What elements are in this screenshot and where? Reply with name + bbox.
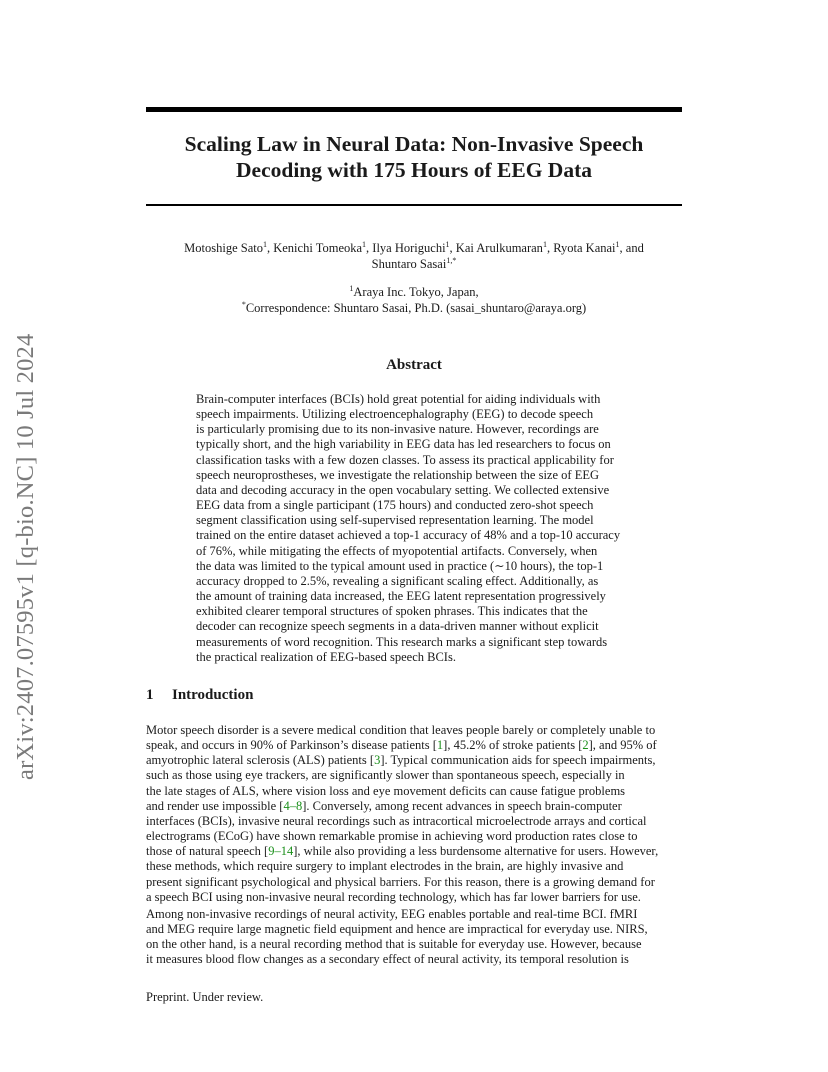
text-line: Brain-computer interfaces (BCIs) hold great potential for aiding individuals with (196, 392, 601, 406)
text-line: typically short, and the high variability in EEG data has led researchers to focus on (196, 437, 611, 452)
abstract-body (196, 392, 632, 665)
text-line: Among non-invasive recordings of neural activity, EEG enables portable and real-time BCI. fMRI (146, 907, 638, 921)
text-line: measurements of word recognition. This research marks a significant step towards (196, 634, 608, 649)
separator: , and (619, 241, 644, 255)
paper-title (146, 131, 682, 183)
author-line (146, 240, 682, 256)
author-name: Kenichi Tomeoka (273, 241, 363, 255)
text-run: those of natural speech [ (146, 844, 269, 859)
affiliation-mark: 1 (542, 239, 547, 249)
text-line: the late stages of ALS, where vision loss and eye movement deficits can cause fatigue problems (146, 783, 626, 798)
affiliation-mark: 1 (349, 283, 354, 293)
separator: , (366, 241, 373, 255)
text-line (146, 844, 682, 859)
text-line: is particularly promising due to its non-invasive nature. However, recordings are (196, 422, 599, 437)
citation-link[interactable]: 1 (436, 738, 444, 753)
text-line: exhibited clearer temporal structures of spoken phrases. This indicates that the (196, 604, 588, 619)
citation-link[interactable]: 9–14 (268, 844, 294, 859)
text-run: ]. Typical communication aids for speech impairments, (380, 753, 656, 768)
text-line: the data was limited to the typical amount used in practice (∼10 hours), the top-1 (196, 558, 604, 573)
abstract-heading: Abstract (386, 357, 442, 373)
affiliation-line (146, 284, 682, 300)
text-line: it measures blood flow changes as a secondary effect of neural activity, its temporal resolution is (146, 952, 629, 967)
section-title: Introduction (172, 687, 254, 703)
text-line: of 76%, while mitigating the effects of myopotential artifacts. Conversely, when (196, 543, 598, 558)
text-line: segment classification using self-supervised representation learning. The model (196, 513, 594, 528)
separator: , (266, 241, 274, 255)
text-line: the amount of training data increased, the EEG latent representation progressively (196, 589, 606, 604)
title-top-rule (146, 107, 682, 112)
text-line: EEG data from a single participant (175 hours) and conducted zero-shot speech (196, 498, 594, 513)
separator: , (449, 241, 456, 255)
text-line (146, 753, 682, 768)
affiliation-text: Araya Inc. Tokyo, Japan, (353, 285, 479, 299)
author-list (146, 240, 682, 272)
correspondence-line (146, 300, 682, 316)
author-name: Ilya Horiguchi (372, 241, 446, 255)
text-run: speak, and occurs in 90% of Parkinson’s disease patients [ (146, 738, 437, 753)
text-line: data and decoding accuracy in the open vocabulary setting. We collected extensive (196, 482, 610, 497)
text-line (146, 799, 682, 814)
text-line: speech neuroprostheses, we investigate the relationship between the size of EEG (196, 467, 599, 482)
section-number: 1 (146, 687, 154, 703)
citation-link[interactable]: 2 (582, 738, 589, 753)
text-line: trained on the entire dataset achieved a top-1 accuracy of 48% and a top-10 accuracy (196, 528, 621, 543)
text-line (146, 738, 682, 753)
text-run: ], 45.2% of stroke patients [ (443, 738, 583, 753)
text-line: the practical realization of EEG-based speech BCIs. (196, 649, 456, 664)
footer-note: Preprint. Under review. (146, 990, 264, 1004)
text-run: amyotrophic lateral sclerosis (ALS) patients [ (146, 753, 375, 768)
title-bottom-rule (146, 204, 682, 206)
text-line: present significant psychological and physical barriers. For this reason, there is a growing demand for (146, 874, 655, 889)
author-name: Motoshige Sato (184, 241, 263, 255)
text-run: ], and 95% of (588, 738, 657, 753)
affiliation-mark: 1,* (446, 255, 457, 265)
text-line: classification tasks with a few dozen classes. To assess its practical applicability for (196, 452, 614, 467)
title-line: Decoding with 175 Hours of EEG Data (236, 158, 592, 182)
affiliation-mark: 1 (362, 239, 367, 249)
author-name: Shuntaro Sasai (371, 257, 447, 271)
author-name: Ryota Kanai (553, 241, 616, 255)
text-line: interfaces (BCIs), invasive neural recordings such as intracortical microelectrode arrays and cortical (146, 813, 647, 828)
text-line: a speech BCI using non-invasive neural recording technology, which has far lower barriers for use. (146, 889, 641, 904)
text-line: these methods, which require surgery to implant electrodes in the brain, are highly invasive and (146, 859, 624, 874)
text-run: ]. Conversely, among recent advances in speech brain-computer (302, 798, 622, 813)
text-line: decoder can recognize speech segments in a data-driven manner without explicit (196, 619, 599, 634)
affiliation-mark: 1 (262, 239, 267, 249)
affiliation-block (146, 284, 682, 316)
text-line: on the other hand, is a neural recording method that is suitable for everyday use. However, because (146, 937, 642, 952)
text-run: and render use impossible [ (146, 798, 284, 813)
text-line: speech impairments. Utilizing electroencephalography (EEG) to decode speech (196, 407, 594, 422)
author-line (146, 256, 682, 272)
arxiv-identifier: arXiv:2407.07595v1 [q-bio.NC] 10 Jul 2024 (12, 333, 39, 780)
text-line: Motor speech disorder is a severe medical condition that leaves people barely or completely unable to (146, 723, 656, 737)
correspondence-text: Correspondence: Shuntaro Sasai, Ph.D. (sasai_shuntaro@araya.org) (245, 301, 587, 315)
intro-paragraph-2 (146, 907, 682, 968)
text-line: and MEG require large magnetic field equipment and hence are impractical for everyday use. NIRS, (146, 922, 648, 937)
author-name: Kai Arulkumaran (455, 241, 543, 255)
separator: , (546, 241, 554, 255)
affiliation-mark: 1 (445, 239, 450, 249)
citation-link[interactable]: 3 (374, 753, 381, 768)
affiliation-mark: 1 (615, 239, 620, 249)
text-line: such as those using eye trackers, are significantly slower than spontaneous speech, especially in (146, 768, 625, 783)
correspondence-mark: * (241, 299, 246, 309)
section-heading (146, 687, 253, 704)
text-line: accuracy dropped to 2.5%, revealing a significant scaling effect. Additionally, as (196, 573, 599, 588)
citation-link[interactable]: 4–8 (283, 798, 303, 813)
title-line: Scaling Law in Neural Data: Non-Invasive Speech (184, 132, 644, 156)
intro-paragraph-1 (146, 723, 682, 905)
text-run: ], while also providing a less burdensome alternative for users. However, (293, 844, 659, 859)
text-line: electrograms (ECoG) have shown remarkable promise in achieving word production rates close to (146, 829, 638, 844)
